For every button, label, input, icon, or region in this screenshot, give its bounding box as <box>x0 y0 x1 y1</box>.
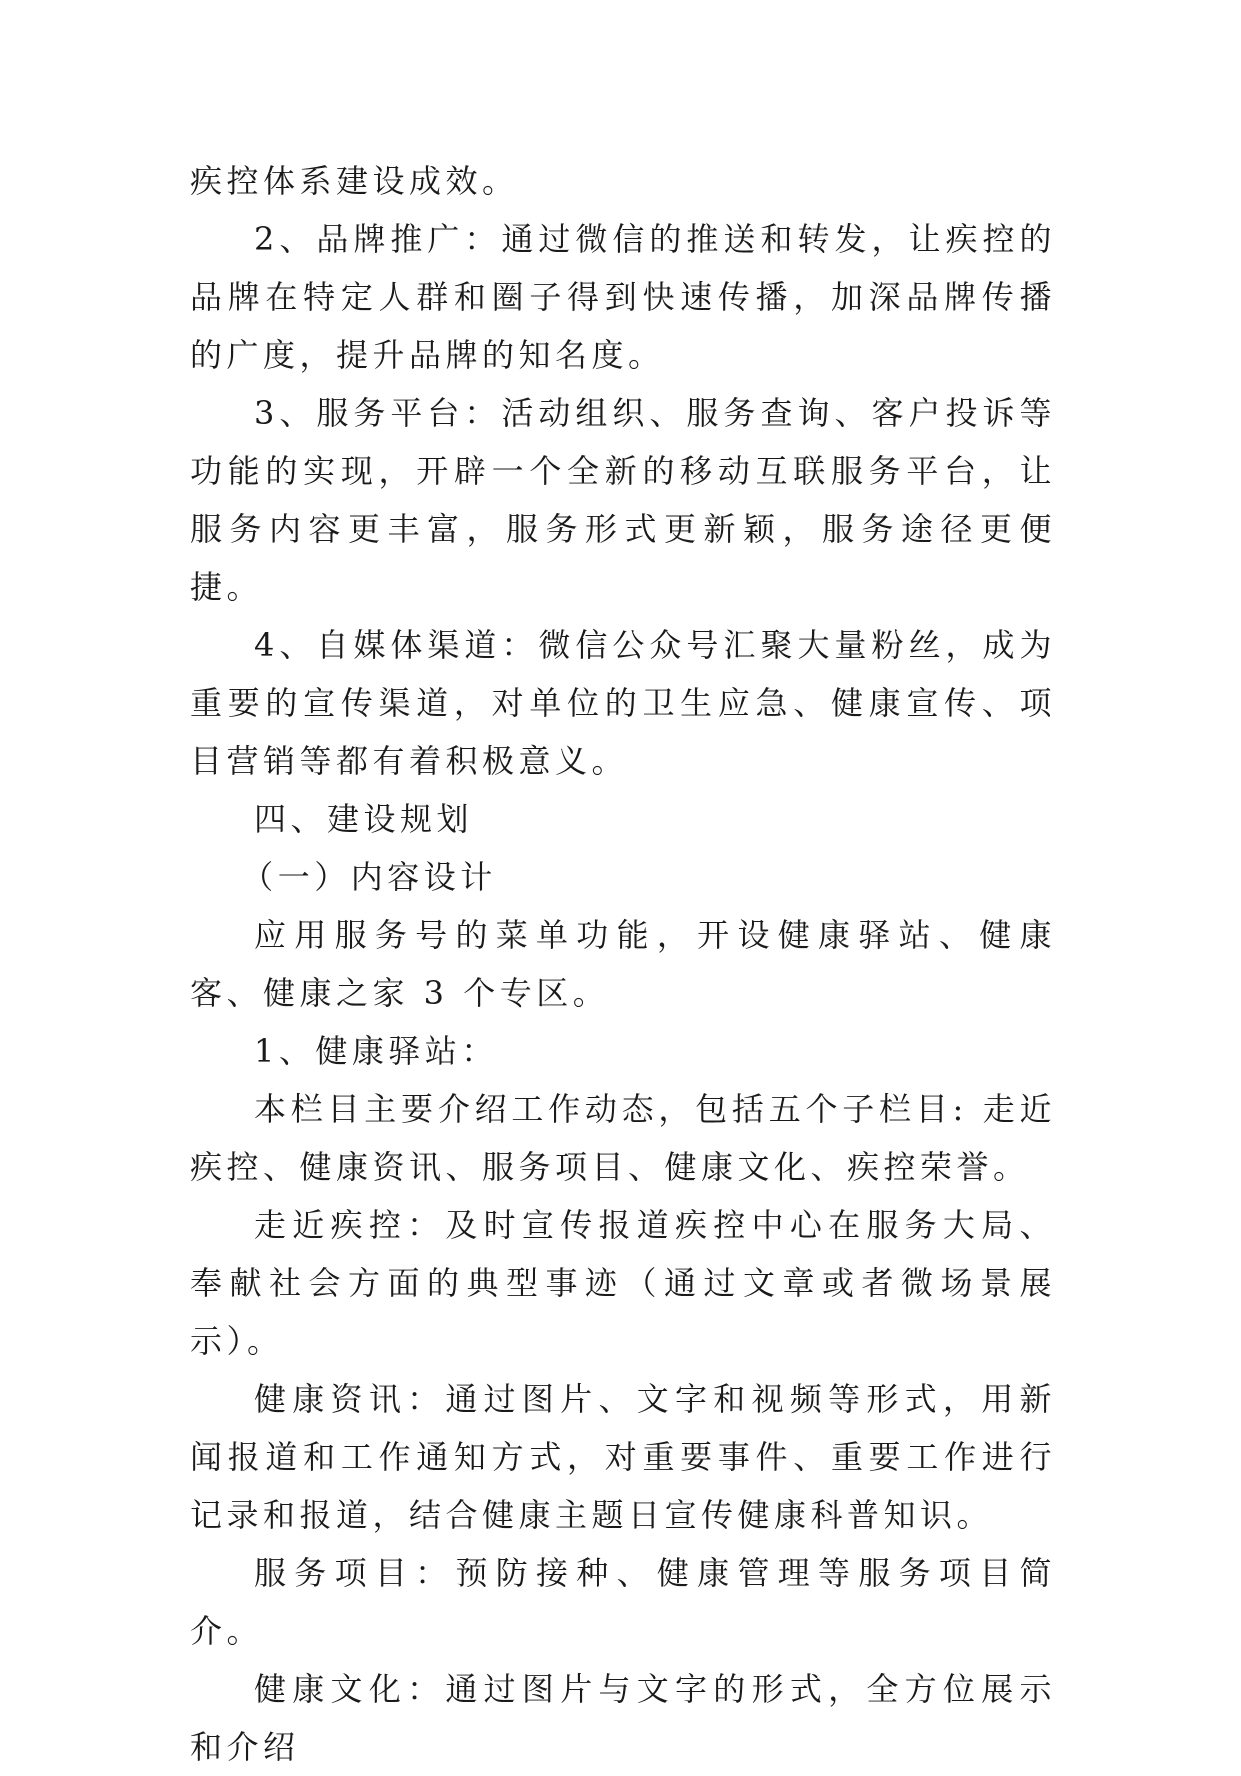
paragraph-approach-cdc: 走近疾控：及时宣传报道疾控中心在服务大局、奉献社会方面的典型事迹（通过文章或者微场景展示）。 <box>190 1206 1056 1360</box>
paragraph-brand-promotion: 2、品牌推广：通过微信的推送和转发，让疾控的品牌在特定人群和圈子得到快速传播，加深品牌传播的广度，提升品牌的知名度。 <box>190 220 1056 374</box>
section-heading-planning: 四、建设规划 <box>254 800 474 838</box>
paragraph-service-platform: 3、服务平台：活动组织、服务查询、客户投诉等功能的实现，开辟一个全新的移动互联服务平台，让服务内容更丰富，服务形式更新颖，服务途径更便捷。 <box>190 394 1056 606</box>
paragraph-continuation: 疾控体系建设成效。 <box>190 162 519 200</box>
paragraph-service-items: 服务项目：预防接种、健康管理等服务项目简介。 <box>190 1554 1056 1650</box>
paragraph-health-station-heading: 1、健康驿站： <box>254 1032 498 1070</box>
paragraph-menu-function: 应用服务号的菜单功能，开设健康驿站、健康客、健康之家 3 个专区。 <box>190 916 1056 1012</box>
paragraph-health-station-intro: 本栏目主要介绍工作动态，包括五个子栏目: 走近疾控、健康资讯、服务项目、健康文化、疾控荣誉。 <box>190 1090 1056 1186</box>
paragraph-health-news: 健康资讯：通过图片、文字和视频等形式，用新闻报道和工作通知方式，对重要事件、重要工作进行记录和报道，结合健康主题日宣传健康科普知识。 <box>190 1380 1056 1534</box>
subsection-heading-content-design: （一）内容设计 <box>241 858 497 896</box>
document-body <box>190 152 1056 1776</box>
paragraph-self-media: 4、自媒体渠道：微信公众号汇聚大量粉丝，成为重要的宣传渠道，对单位的卫生应急、健康宣传、项目营销等都有着积极意义。 <box>190 626 1056 780</box>
paragraph-health-culture: 健康文化：通过图片与文字的形式，全方位展示和介绍 <box>190 1670 1056 1766</box>
